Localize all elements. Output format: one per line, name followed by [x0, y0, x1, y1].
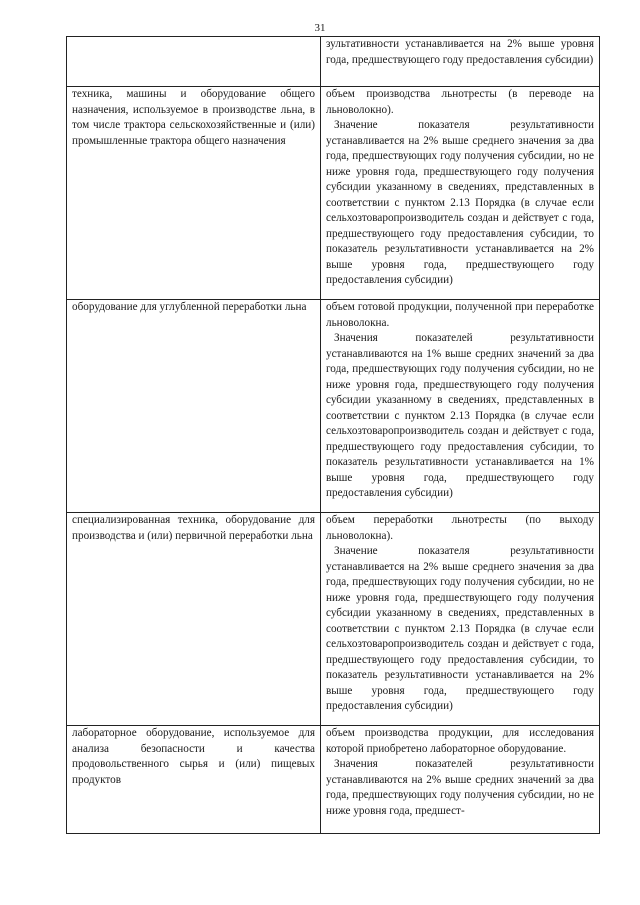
- equipment-type-cell: [67, 300, 321, 513]
- equipment-type-cell: [67, 37, 321, 87]
- table-row: [67, 513, 600, 726]
- equipment-type-text: оборудование для углубленной переработки льна: [72, 301, 307, 313]
- equipment-type-text: техника, машины и оборудование общего назначения, используемое в производстве льна, в том числе трактора сельскохозяйственные и (или) промышленные трактора общего назначения: [72, 88, 315, 147]
- indicator-measure-text: объем производства льнотресты (в переводе на льноволокно).: [326, 88, 594, 116]
- table-row: [67, 37, 600, 87]
- equipment-type-text: лабораторное оборудование, используемое для анализа безопасности и качества продовольственного сырья и (или) пищевых продуктов: [72, 727, 315, 786]
- table-row: [67, 726, 600, 834]
- indicator-cell: [321, 513, 600, 726]
- indicator-measure-text: объем готовой продукции, полученной при переработке льноволокна.: [326, 301, 594, 329]
- indicator-value-text: Значение показателя результативности устанавливается на 2% выше среднего значения за два года, предшествующих году получения субсидии, но не ниже уровня года, предшествующего году получения субсидии указанному в сведениях, представленных в соответствии с пунктом 2.13 Порядка (в случае если сельхозтоваропроизводитель создан и действует с года, предшествующего году предоставления субсидии, то показатель результативности устанавливается на 2% выше уровня года, предшествующего году предоставления субсидии): [326, 119, 594, 286]
- equipment-type-cell: [67, 513, 321, 726]
- indicator-measure-text: объем переработки льнотресты (по выходу льноволокна).: [326, 514, 594, 542]
- indicator-value-text: Значения показателей результативности устанавливаются на 2% выше средних значений за два года, предшествующих году получения субсидии, но не ниже уровня года, предшест-: [326, 758, 594, 817]
- indicator-cell: [321, 37, 600, 87]
- indicator-value-text: Значения показателей результативности устанавливаются на 1% выше средних значений за два года, предшествующих году получения субсидии, но не ниже уровня года, предшествующего году получения субсидии указанному в сведениях, представленных в соответствии с пунктом 2.13 Порядка (в случае если сельхозтоваропроизводитель создан и действует с года, предшествующего году предоставления субсидии, то показатель результативности устанавливается на 1% выше уровня года, предшествующего году предоставления субсидии): [326, 332, 594, 499]
- equipment-type-cell: [67, 726, 321, 834]
- indicator-text: зультативности устанавливается на 2% выше уровня года, предшествующего году предоставления субсидии): [326, 38, 594, 66]
- indicator-cell: [321, 726, 600, 834]
- page-number: 31: [314, 22, 326, 34]
- table-row: [67, 300, 600, 513]
- equipment-type-cell: [67, 87, 321, 300]
- table-row: [67, 87, 600, 300]
- indicator-cell: [321, 300, 600, 513]
- indicator-cell: [321, 87, 600, 300]
- indicator-measure-text: объем производства продукции, для исследования которой приобретено лабораторное оборудование.: [326, 727, 594, 755]
- equipment-type-text: специализированная техника, оборудование для производства и (или) первичной переработки льна: [72, 514, 315, 542]
- indicator-value-text: Значение показателя результативности устанавливается на 2% выше среднего значения за два года, предшествующих году получения субсидии, но не ниже уровня года, предшествующего году получения субсидии указанному в сведениях, представленных в соответствии с пунктом 2.13 Порядка (в случае если сельхозтоваропроизводитель создан и действует с года, предшествующего году предоставления субсидии, то показатель результативности устанавливается на 2% выше уровня года, предшествующего году предоставления субсидии): [326, 545, 594, 712]
- subsidy-indicators-table: [66, 36, 600, 834]
